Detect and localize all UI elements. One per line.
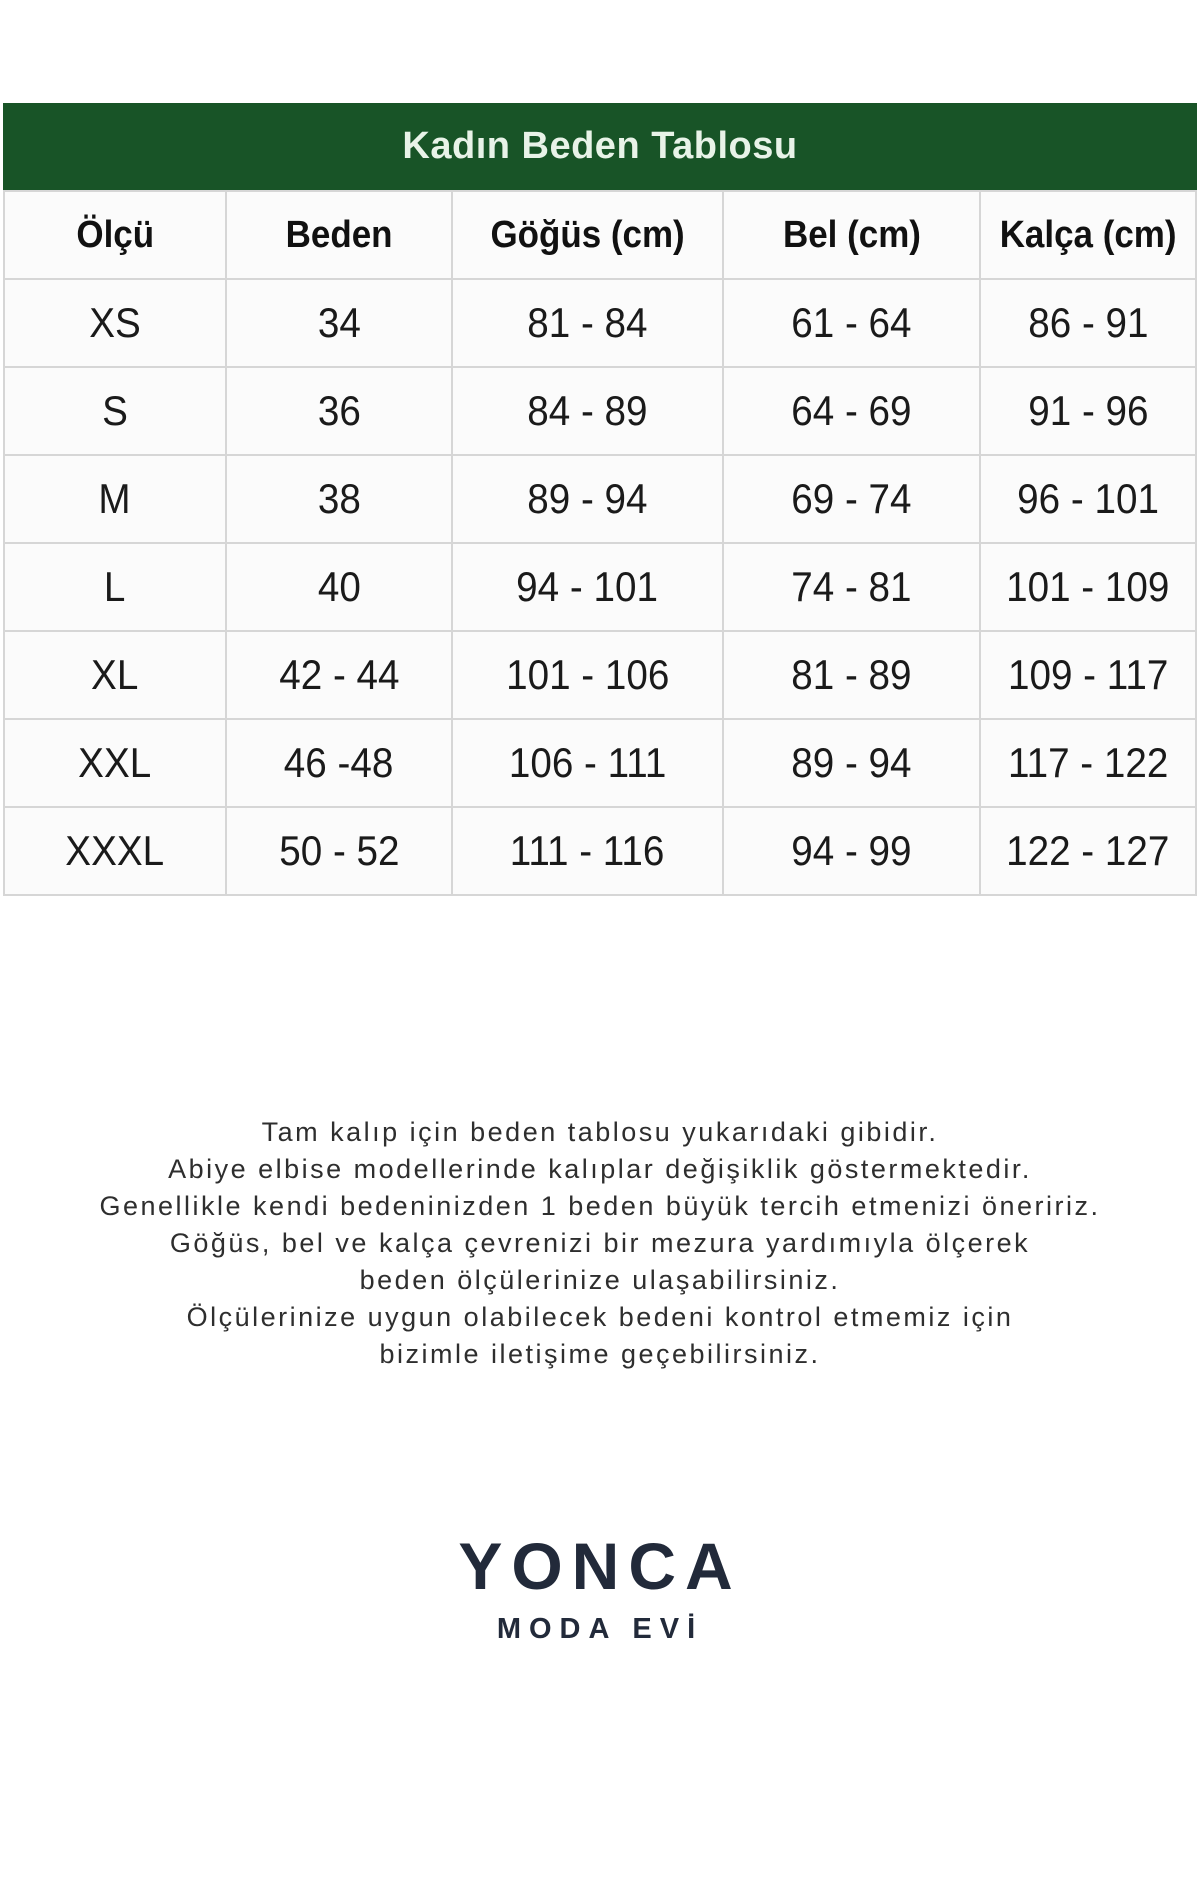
measurement-cell: 34 bbox=[226, 279, 452, 367]
size-label-cell: XXXL bbox=[4, 807, 226, 895]
brand-tagline: MODA EVİ bbox=[496, 1613, 704, 1645]
size-label-cell: XL bbox=[4, 631, 226, 719]
measurement-cell: 61 - 64 bbox=[723, 279, 980, 367]
measurement-cell: 106 - 111 bbox=[452, 719, 723, 807]
size-label-cell: M bbox=[4, 455, 226, 543]
table-row bbox=[4, 367, 1196, 455]
measurement-cell: 42 - 44 bbox=[226, 631, 452, 719]
column-header: Ölçü bbox=[4, 191, 226, 279]
measurement-cell: 111 - 116 bbox=[452, 807, 723, 895]
measurement-cell: 50 - 52 bbox=[226, 807, 452, 895]
measurement-cell: 122 - 127 bbox=[980, 807, 1196, 895]
note-line: Ölçülerinize uygun olabilecek bedeni kontrol etmemiz için bbox=[186, 1302, 1014, 1332]
measurement-cell: 89 - 94 bbox=[723, 719, 980, 807]
table-header-row bbox=[4, 191, 1196, 279]
measurement-cell: 64 - 69 bbox=[723, 367, 980, 455]
table-title: Kadın Beden Tablosu bbox=[402, 125, 798, 167]
measurement-cell: 74 - 81 bbox=[723, 543, 980, 631]
note-line: Tam kalıp için beden tablosu yukarıdaki gibidir. bbox=[261, 1117, 939, 1147]
column-header: Bel (cm) bbox=[723, 191, 980, 279]
note-line: bizimle iletişime geçebilirsiniz. bbox=[379, 1339, 821, 1369]
measurement-cell: 101 - 109 bbox=[980, 543, 1196, 631]
measurement-cell: 101 - 106 bbox=[452, 631, 723, 719]
measurement-cell: 69 - 74 bbox=[723, 455, 980, 543]
measurement-cell: 86 - 91 bbox=[980, 279, 1196, 367]
measurement-cell: 46 -48 bbox=[226, 719, 452, 807]
measurement-cell: 94 - 101 bbox=[452, 543, 723, 631]
measurement-cell: 36 bbox=[226, 367, 452, 455]
measurement-cell: 96 - 101 bbox=[980, 455, 1196, 543]
column-header: Kalça (cm) bbox=[980, 191, 1196, 279]
measurement-cell: 109 - 117 bbox=[980, 631, 1196, 719]
table-row bbox=[4, 719, 1196, 807]
note-line: beden ölçülerinize ulaşabilirsiniz. bbox=[359, 1265, 841, 1295]
measurement-cell: 81 - 89 bbox=[723, 631, 980, 719]
measurement-cell: 91 - 96 bbox=[980, 367, 1196, 455]
measurement-cell: 81 - 84 bbox=[452, 279, 723, 367]
measurement-cell: 38 bbox=[226, 455, 452, 543]
size-chart-page bbox=[0, 103, 1200, 1903]
size-table-body bbox=[4, 279, 1196, 895]
measurement-cell: 117 - 122 bbox=[980, 719, 1196, 807]
measurement-cell: 89 - 94 bbox=[452, 455, 723, 543]
table-title-bar bbox=[3, 103, 1197, 190]
column-header: Göğüs (cm) bbox=[452, 191, 723, 279]
table-row bbox=[4, 807, 1196, 895]
table-row bbox=[4, 279, 1196, 367]
size-table bbox=[3, 103, 1197, 896]
brand-logo bbox=[0, 1529, 1200, 1646]
size-table-grid bbox=[3, 190, 1197, 896]
size-label-cell: S bbox=[4, 367, 226, 455]
table-row bbox=[4, 455, 1196, 543]
size-label-cell: L bbox=[4, 543, 226, 631]
table-row bbox=[4, 543, 1196, 631]
note-line: Göğüs, bel ve kalça çevrenizi bir mezura yardımıyla ölçerek bbox=[169, 1228, 1031, 1258]
size-label-cell: XXL bbox=[4, 719, 226, 807]
table-row bbox=[4, 631, 1196, 719]
size-label-cell: XS bbox=[4, 279, 226, 367]
notes-block bbox=[0, 1114, 1200, 1373]
measurement-cell: 84 - 89 bbox=[452, 367, 723, 455]
note-line: Genellikle kendi bedeninizden 1 beden büyük tercih etmenizi öneririz. bbox=[99, 1191, 1101, 1221]
note-line: Abiye elbise modellerinde kalıplar değişiklik göstermektedir. bbox=[168, 1154, 1032, 1184]
brand-name: YONCA bbox=[458, 1529, 742, 1603]
measurement-cell: 94 - 99 bbox=[723, 807, 980, 895]
measurement-cell: 40 bbox=[226, 543, 452, 631]
column-header: Beden bbox=[226, 191, 452, 279]
